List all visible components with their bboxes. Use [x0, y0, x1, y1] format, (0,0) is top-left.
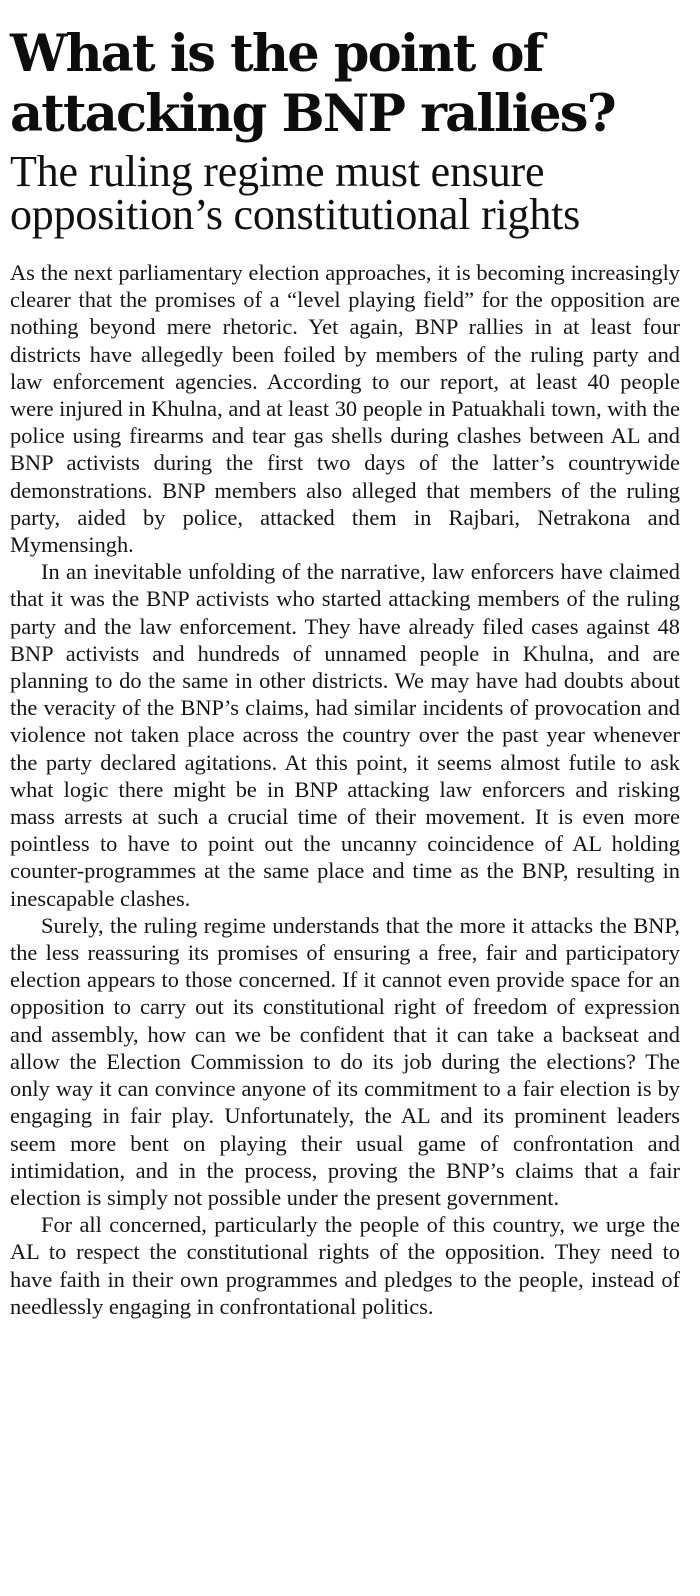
subheadline: The ruling regime must ensure opposition’s constitutional rights — [10, 147, 581, 239]
paragraph-2: In an inevitable unfolding of the narrative, law enforcers have claimed that it was the BNP activists who started attacking members of the ruling party and the law enforcement. They have already filed cases against 48 BNP activists and hundreds of unnamed people in Khulna, and are planning to do the same in other districts. We may have had doubts about the veracity of the BNP’s claims, had similar incidents of provocation and violence not taken place across the country over the past year whenever the party declared agitations. At this point, it seems almost futile to ask what logic there might be in BNP attacking law enforcers and risking mass arrests at such a crucial time of their movement. It is even more pointless to have to point out the uncanny coincidence of AL holding counter-programmes at the same place and time as the BNP, resulting in inescapable clashes. — [10, 559, 680, 911]
paragraph-4: For all concerned, particularly the people of this country, we urge the AL to respect the constitutional rights of the opposition. They need to have faith in their own programmes and pledges to the people, instead of needlessly engaging in confrontational politics. — [10, 1212, 680, 1319]
paragraph-1: As the next parliamentary election approaches, it is becoming increasingly clearer that the promises of a “level playing field” for the opposition are nothing beyond mere rhetoric. Yet again, BNP rallies in at least four districts have allegedly been foiled by members of the ruling party and law enforcement agencies. According to our report, at least 40 people were injured in Khulna, and at least 30 people in Patuakhali town, with the police using firearms and tear gas shells during clashes between AL and BNP activists during the first two days of the latter’s countrywide demonstrations. BNP members also alleged that members of the ruling party, aided by police, attacked them in Rajbari, Netrakona and Mymensingh. — [10, 260, 680, 558]
article-body — [10, 259, 680, 1320]
headline: What is the point of attacking BNP rallies? — [10, 24, 615, 144]
paragraph-3: Surely, the ruling regime understands that the more it attacks the BNP, the less reassuring its promises of ensuring a free, fair and participatory election appears to those concerned. If it cannot even provide space for an opposition to carry out its constitutional right of freedom of expression and assembly, how can we be confident that it can take a backseat and allow the Election Commission to do its job during the elections? The only way it can convince anyone of its commitment to a fair election is by engaging in fair play. Unfortunately, the AL and its prominent leaders seem more bent on playing their usual game of confrontation and intimidation, and in the process, proving the BNP’s claims that a fair election is simply not possible under the present government. — [10, 912, 680, 1210]
editorial-article — [10, 24, 680, 1320]
